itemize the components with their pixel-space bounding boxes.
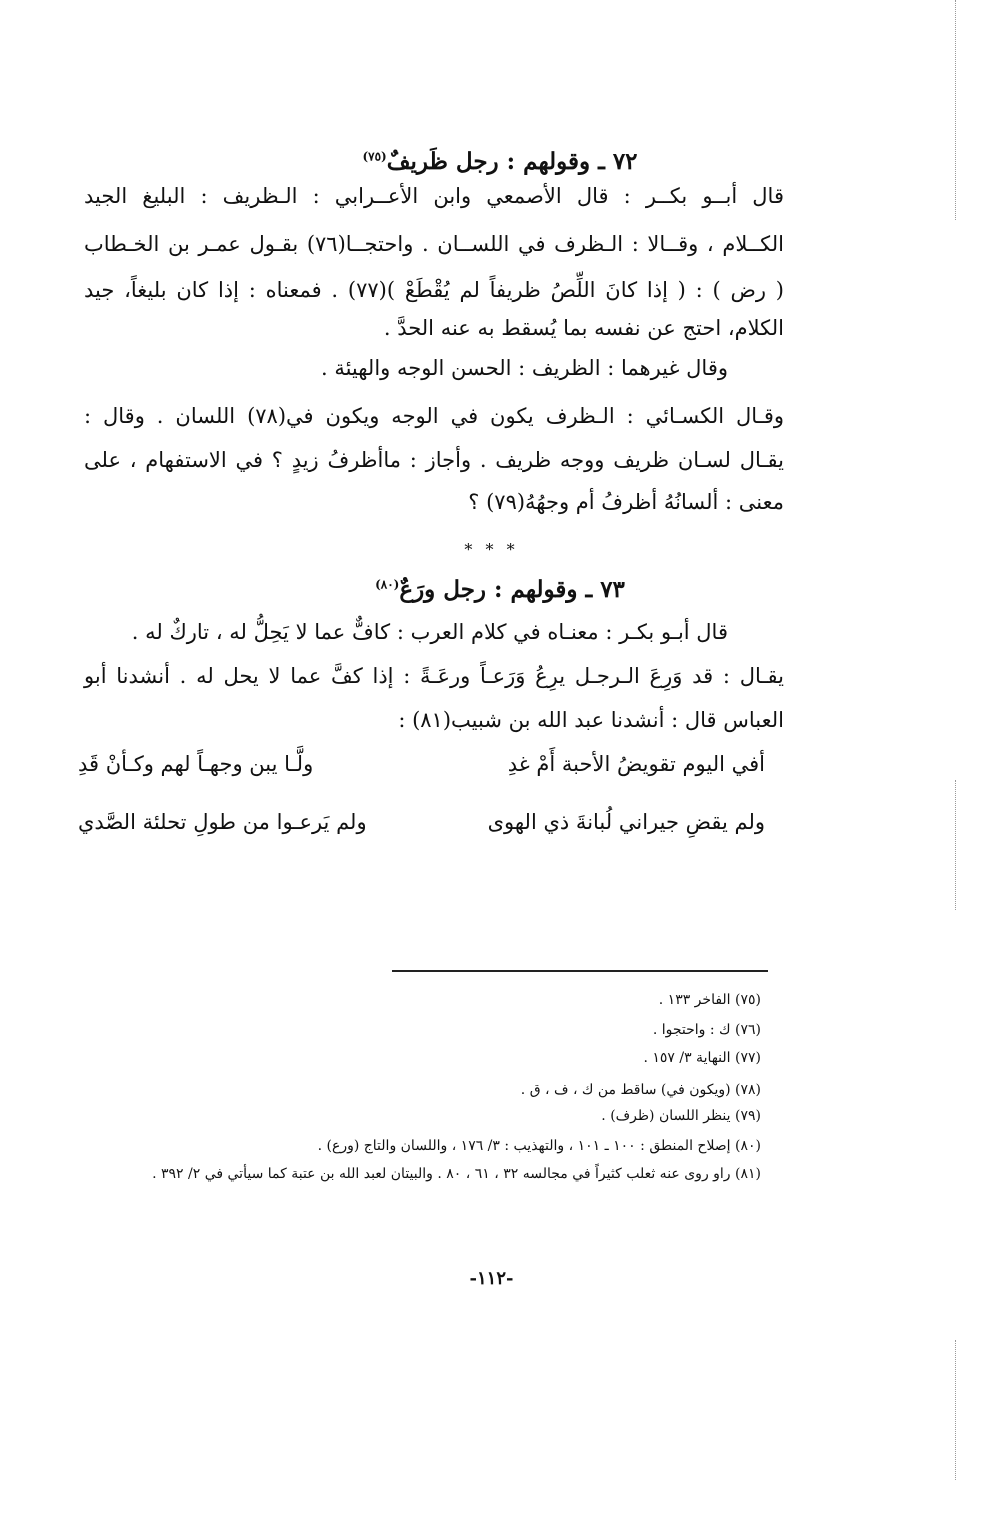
entry-72-line-2: الكــلام ، وقــالا : الـظرف في اللســان . واحتجــا(٧٦) بقـول عمـر بن الخـطاب [84,232,784,256]
verse-1-second-hemistich: ولَّـا يبن وجهـاً لهم وكـأنْ قَدِ [78,752,314,776]
verse-1-first-hemistich: أفي اليوم تقويضُ الأحبة أَمْ غدِ [507,752,765,776]
footnote-77: (٧٧) النهاية ٣/ ١٥٧ . [643,1050,761,1066]
entry-73-line-3: العباس قال : أنشدنا عبد الله بن شبيب(٨١) : [398,708,784,732]
entry-73-line-1: قال أبـو بكـر : معنـاه في كلام العرب : كافٌّ عما لا يَحِلُّ له ، تاركٌ له . [131,620,728,644]
entry-73-line-2: يقـال : قد وَرِعَ الـرجـل يرِعُ وَرَعـاً ورعَـةً : إذا كفَّ عما لا يحل له . أنشدنا أبو [84,664,784,688]
entry-72-line-3: ( رض ) : ( إذا كانَ اللِّصُ ظريفاً لم يُقْطَعْ )(٧٧) . فمعناه : إذا كان بليغاً، جيد [84,278,784,302]
entry-72-line-5: وقال غيرهما : الظريف : الحسن الوجه والهيئة . [320,356,728,380]
scan-margin-mark-bottom [955,1340,958,1480]
entry-73-heading [240,576,760,603]
footnote-75: (٧٥) الفاخر ١٣٣ . [658,992,761,1008]
verse-2-first-hemistich: ولم يقضِ جيراني لُبانةَ ذي الهوى [487,810,765,834]
section-separator: * * * [464,540,519,559]
entry-72-title: ٧٢ ـ وقولهم : رجل ظَريفٌ [386,148,638,175]
entry-73-title: ٧٣ ـ وقولهم : رجل ورَعٌ [399,576,625,603]
scan-margin-mark-top [955,0,958,220]
entry-72-heading [240,148,760,175]
footnote-80: (٨٠) إصلاح المنطق : ١٠٠ ـ ١٠١ ، والتهذيب : ٣/ ١٧٦ ، واللسان والتاج (ورع) . [317,1138,761,1154]
footnote-81: (٨١) راو روى عنه ثعلب كثيراً في مجالسه ٣٢ ، ٦١ ، ٨٠ . والبيتان لعبد الله بن عتبة كما سيأتي في ٢/ ٣٩٢ . [152,1166,761,1182]
entry-72-line-6: وقـال الكسـائي : الـظرف يكون في الوجه ويكون في(٧٨) اللسان . وقال : [84,404,784,428]
footnote-divider [392,970,768,972]
entry-72-title-ref: (٧٥) [362,149,387,164]
entry-72-line-4: الكلام، احتج عن نفسه بما يُسقط به عنه الحدَّ . [383,316,784,340]
page-number: -١١٢- [469,1268,514,1289]
entry-73-title-ref: (٨٠) [375,577,400,592]
entry-72-line-8: معنى : ألسانُهُ أظرفُ أم وجهُهُ(٧٩) ؟ [468,490,784,514]
scan-margin-mark-middle [955,780,958,910]
entry-72-line-7: يقـال لسـان ظريف ووجه ظريف . وأجاز : ماأظرفُ زيدٍ ؟ في الاستفهام ، على [84,448,784,472]
entry-72-line-1: قال أبــو بكــر : قال الأصمعي وابن الأعــرابي : الـظريف : البليغ الجيد [84,184,784,208]
footnote-76: (٧٦) ك : واحتجوا . [652,1022,761,1038]
footnote-79: (٧٩) ينظر اللسان (ظرف) . [601,1108,761,1124]
verse-2-second-hemistich: ولم يَرعـوا من طولِ تحلئة الصَّدي [78,810,367,834]
footnote-78: (٧٨) (ويكون في) ساقط من ك ، ف ، ق . [520,1082,761,1098]
